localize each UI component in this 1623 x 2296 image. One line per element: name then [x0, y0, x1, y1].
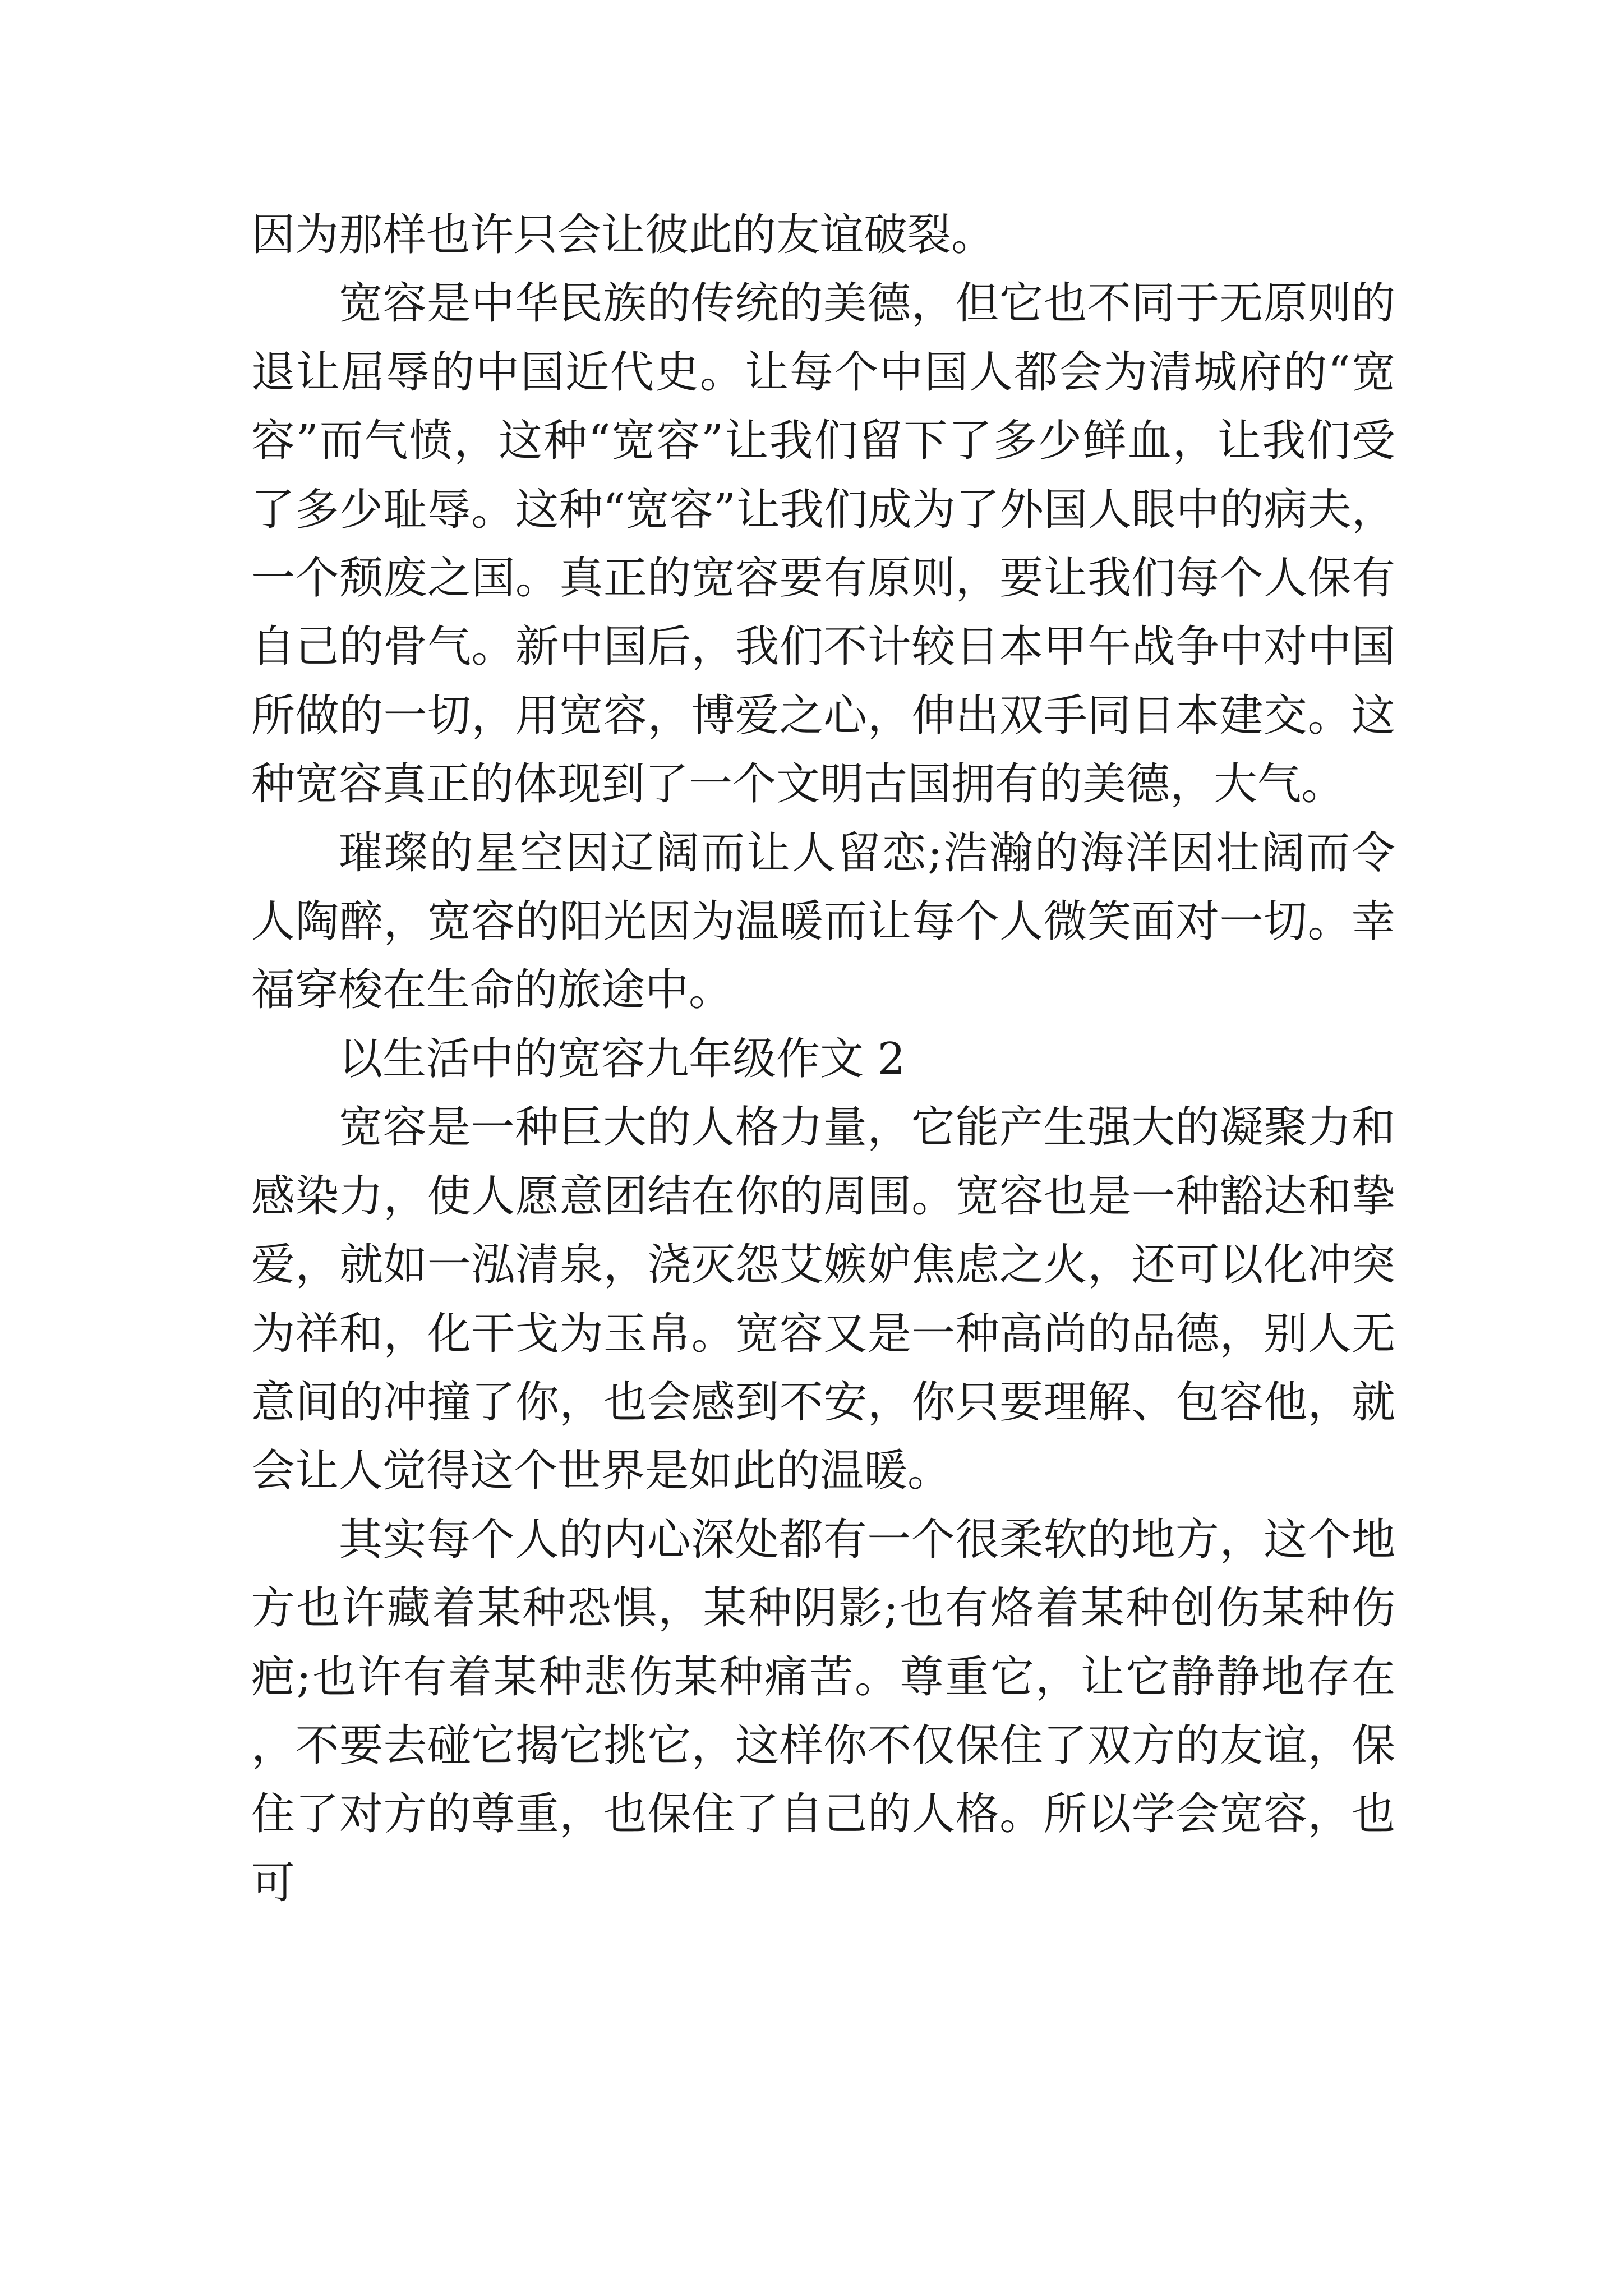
paragraph-continuation: 因为那样也许只会让彼此的友谊破裂。: [251, 210, 995, 260]
paragraph-inner-heart: 其实每个人的内心深处都有一个很柔软的地方，这个地方也许藏着某种恐惧，某种阴影;也有烙着某种创伤某种伤疤;也许有着某种悲伤某种痛苦。尊重它，让它静静地存在，不要去碰它揭它挑它，这样你不仅保住了双方的友谊，保住了对方的尊重，也保住了自己的人格。所以学会宽容，也可: [251, 1514, 1395, 1908]
essay-heading: 以生活中的宽容九年级作文 2: [339, 1033, 906, 1084]
paragraph-tolerance-principle: 宽容是中华民族的传统的美德，但它也不同于无原则的退让屈辱的中国近代史。让每个中国人都会为清城府的“宽容”而气愤，这种“宽容”让我们留下了多少鲜血，让我们受了多少耻辱。这种“宽容”让我们成为了外国人眼中的病夫，一个颓废之国。真正的宽容要有原则，要让我们每个人保有自己的骨气。新中国后，我们不计较日本甲午战争中对中国所做的一切，用宽容，博爱之心，伸出双手同日本建交。这种宽容真正的体现到了一个文明古国拥有的美德，大气。: [251, 278, 1395, 810]
paragraph-personality-power: 宽容是一种巨大的人格力量，它能产生强大的凝聚力和感染力，使人愿意团结在你的周围。宽容也是一种豁达和挚爱，就如一泓清泉，浇灭怨艾嫉妒焦虑之火，还可以化冲突为祥和，化干戈为玉帛。宽容又是一种高尚的品德，别人无意间的冲撞了你，也会感到不安，你只要理解、包容他，就会让人觉得这个世界是如此的温暖。: [251, 1102, 1395, 1497]
paragraph-starry-sky: 璀璨的星空因辽阔而让人留恋;浩瀚的海洋因壮阔而令人陶醉，宽容的阳光因为温暖而让每个人微笑面对一切。幸福穿梭在生命的旅途中。: [251, 827, 1395, 1016]
document-body: [251, 201, 1395, 1917]
